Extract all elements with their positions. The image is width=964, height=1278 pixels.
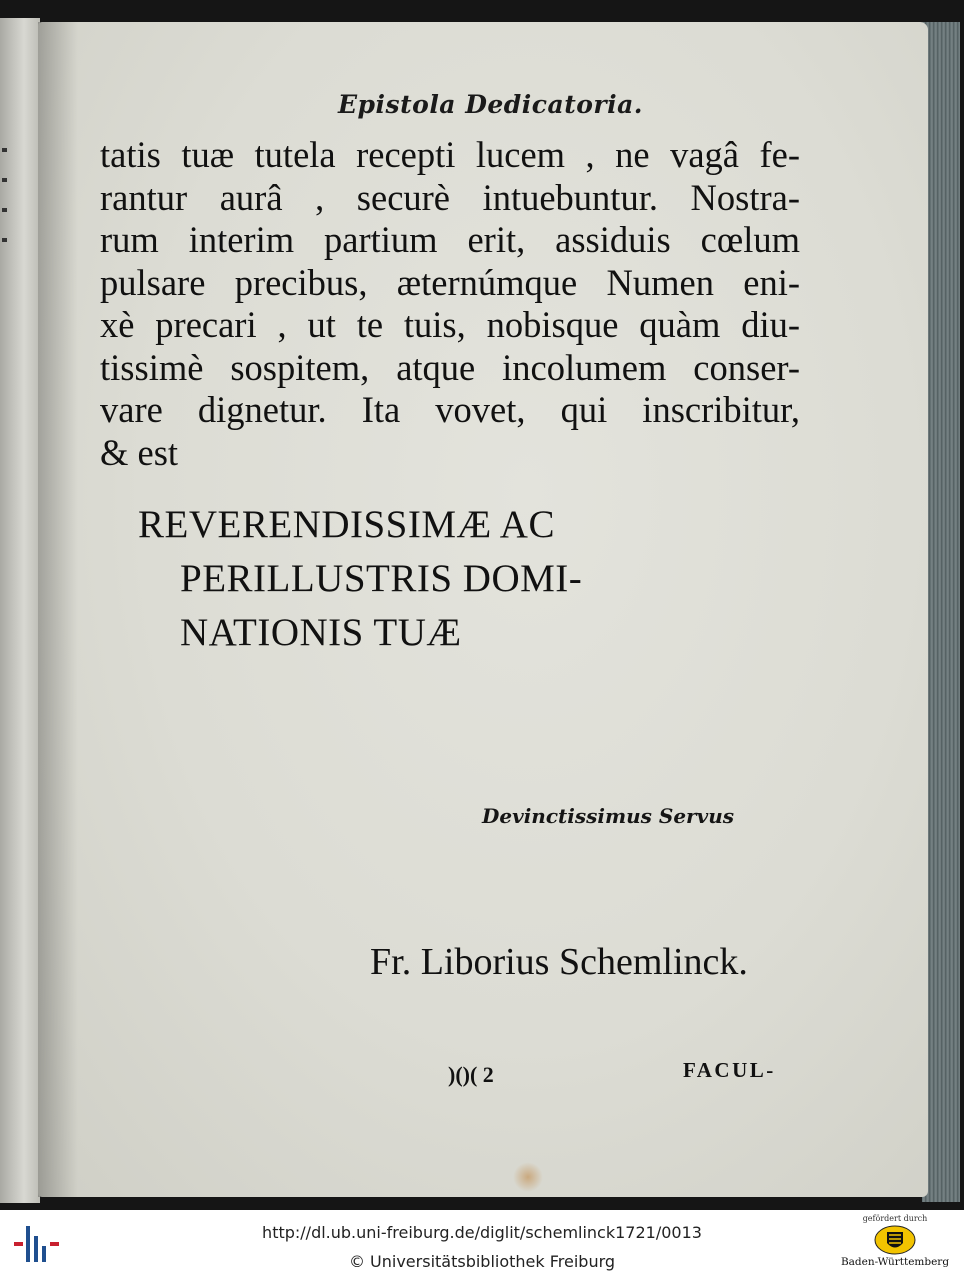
viewer-footer (0, 1210, 964, 1278)
text-line: rum interim partium erit, assiduis cœlum (100, 219, 800, 260)
signature-mark: )()( 2 (448, 1062, 494, 1087)
catchword: FACUL- (683, 1058, 776, 1082)
book-page (38, 22, 928, 1197)
permalink-url[interactable]: http://dl.ub.uni-freiburg.de/diglit/schemlinck1721/0013 (262, 1223, 702, 1242)
salutation-line: REVERENDISSIMÆ AC (138, 503, 555, 546)
text-line: rantur aurâ , securè intuebuntur. Nostra- (100, 176, 800, 218)
running-head: Epistola Dedicatoria. (337, 90, 643, 119)
text-line: & est (100, 431, 179, 473)
text-line: vare dignetur. Ita vovet, qui inscribitur, (100, 389, 800, 430)
salutation-line: PERILLUSTRIS DOMI- (180, 557, 583, 600)
text-line: tatis tuæ tutela recepti lucem , ne vagâ fe- (100, 134, 800, 175)
salutation-block (138, 498, 698, 660)
dedication-body-text (100, 134, 800, 474)
sponsor-note: gefördert durch (862, 1214, 928, 1223)
left-page-marks (2, 148, 12, 268)
author-signature: Fr. Liborius Schemlinck. (370, 941, 748, 983)
sponsor-badge (840, 1214, 950, 1276)
closing-servus: Devinctissimus Servus (482, 804, 735, 828)
copyright-notice: © Universitätsbibliothek Freiburg (348, 1252, 616, 1271)
coat-of-arms-icon (873, 1225, 917, 1255)
text-line: pulsare precibus, æternúmque Numen eni- (100, 261, 800, 303)
sponsor-name: Baden-Württemberg (840, 1256, 950, 1268)
text-line: tissimè sospitem, atque incolumem conser- (100, 346, 800, 388)
text-line: xè precari , ut te tuis, nobisque quàm diu- (100, 304, 800, 345)
left-page-edge (0, 18, 40, 1203)
salutation-line: NATIONIS TUÆ (180, 611, 462, 654)
paper-stain (513, 1162, 543, 1192)
